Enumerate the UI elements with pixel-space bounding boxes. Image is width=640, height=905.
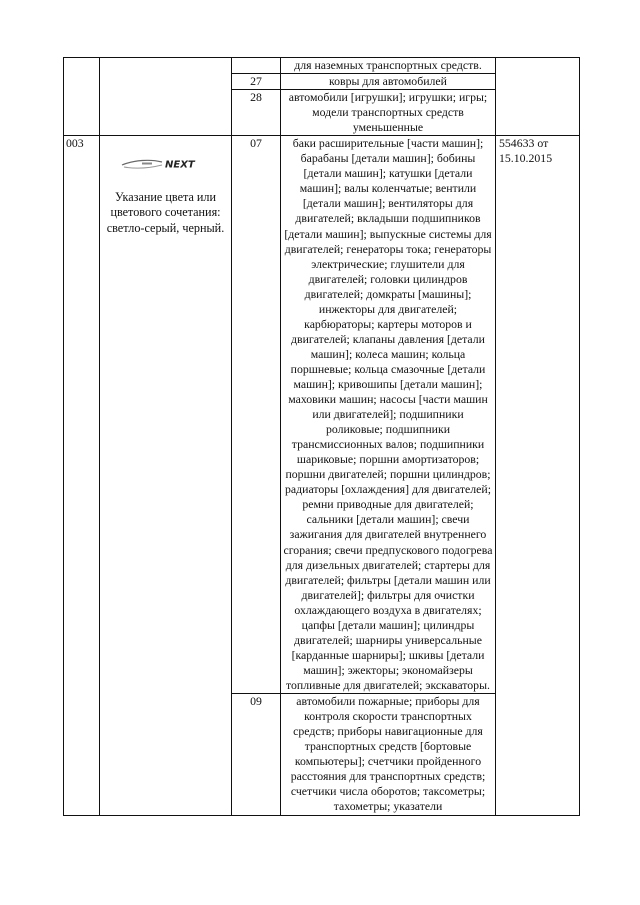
class-number: 09 <box>232 693 281 815</box>
mark-cell <box>100 58 232 136</box>
class-number: 28 <box>232 90 281 136</box>
mark-cell <box>100 136 232 816</box>
class-number: 27 <box>232 74 281 90</box>
trademark-logo <box>103 144 228 170</box>
goods-text: автомобили пожарные; приборы для контроля скорости транспортных средств; приборы навигационные для транспортных средств [бортовые компьютеры]; счетчики пройденного расстояния для транспортных средств; счетчики числа оборотов; таксометры; тахометры; указатели <box>290 693 486 814</box>
table-row <box>64 136 580 694</box>
class-number <box>232 58 281 74</box>
goods-list: автомобили [игрушки]; игрушки; игры; модели транспортных средств уменьшенные <box>281 90 496 136</box>
registration-cell <box>496 58 580 136</box>
row-number: 003 <box>64 136 100 816</box>
svg-text:NEXT: NEXT <box>164 159 195 171</box>
goods-list <box>281 693 496 815</box>
goods-list: ковры для автомобилей <box>281 74 496 90</box>
color-indication: Указание цвета или цветового сочетания: светло-серый, черный. <box>106 190 225 235</box>
trademark-table <box>63 57 580 816</box>
row-number <box>64 58 100 136</box>
goods-list: для наземных транспортных средств. <box>281 58 496 74</box>
table-row <box>64 58 580 74</box>
next-logo-icon <box>120 158 212 170</box>
class-number: 07 <box>232 136 281 694</box>
goods-list: баки расширительные [части машин]; барабаны [детали машин]; бобины [детали машин]; катушки [детали машин]; валы коленчатые; вентили [детали машин]; вентиляторы для двигателей; вкладыши подшипников [детали машин]; выпускные системы для двигателей; генераторы тока; генераторы электрические; глушители для двигателей; головки цилиндров двигателей; домкраты [машины]; инжекторы для двигателей; карбюраторы; картеры моторов и двигателей; клапаны давления [детали машин]; колеса машин; кольца поршневые; кольца смазочные [детали машин]; кривошипы [детали машин]; маховики машин; насосы [части машин или двигателей]; подшипники роликовые; подшипники трансмиссионных валов; подшипники шариковые; поршни амортизаторов; поршни двигателей; поршни цилиндров; радиаторы [охлаждения] для двигателей; ремни приводные для двигателей; сальники [детали машин]; свечи зажигания для двигателей внутреннего сгорания; свечи предпускового подогрева для дизельных двигателей; стартеры для двигателей; фильтры [детали машин или двигателей]; фильтры для очистки охлаждающего воздуха в двигателях; цапфы [детали машин]; цилиндры двигателей; шарниры универсальные [карданные шарниры]; шкивы [детали машин]; эжекторы; экономайзеры топливные для двигателей; экскаваторы. <box>281 136 496 694</box>
registration-cell: 554633 от 15.10.2015 <box>496 136 580 816</box>
